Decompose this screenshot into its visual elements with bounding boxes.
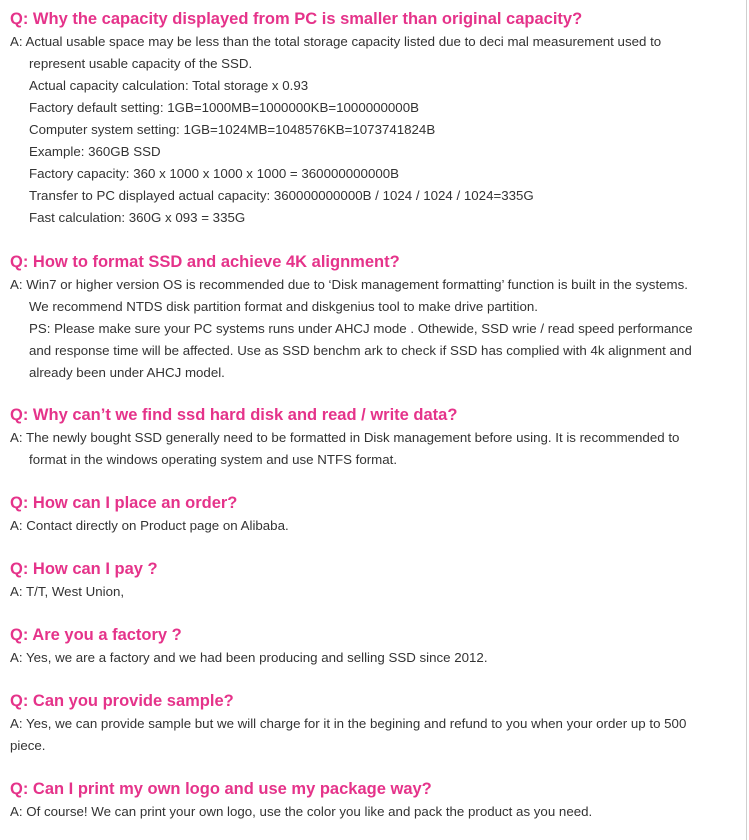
faq-answer-line: format in the windows operating system and use NTFS format.	[29, 452, 398, 467]
faq-answer-line: A: T/T, West Union,	[10, 584, 125, 599]
faq-answer-line: PS: Please make sure your PC systems runs under AHCJ mode . Othewide, SSD wrie / read speed performance	[29, 321, 693, 336]
faq-question: Q: How can I pay ?	[10, 560, 158, 578]
faq-question: Q: How can I place an order?	[10, 494, 238, 512]
faq-answer-line: We recommend NTDS disk partition format and diskgenius tool to make drive partition.	[29, 299, 538, 314]
faq-answer-line: Transfer to PC displayed actual capacity: 360000000000B / 1024 / 1024 / 1024=335G	[29, 188, 534, 203]
faq-answer-line: represent usable capacity of the SSD.	[29, 56, 253, 71]
faq-question: Q: Are you a factory ?	[10, 626, 182, 644]
faq-answer-line: Computer system setting: 1GB=1024MB=1048576KB=1073741824B	[29, 122, 436, 137]
faq-answer-line: A: Yes, we are a factory and we had been producing and selling SSD since 2012.	[10, 650, 488, 665]
faq-answer-line: Factory capacity: 360 x 1000 x 1000 x 1000 = 360000000000B	[29, 166, 399, 181]
faq-answer	[10, 427, 740, 471]
faq-answer-line: already been under AHCJ model.	[29, 365, 225, 380]
faq-item-read-write	[10, 405, 740, 471]
faq-question: Q: Can you provide sample?	[10, 692, 234, 710]
faq-question: Q: How to format SSD and achieve 4K alignment?	[10, 253, 400, 271]
faq-question: Q: Can I print my own logo and use my package way?	[10, 780, 432, 798]
faq-answer	[10, 647, 740, 669]
faq-item-payment	[10, 559, 740, 603]
faq-answer-line: piece.	[10, 738, 46, 753]
faq-answer-line: Actual capacity calculation: Total storage x 0.93	[29, 78, 309, 93]
faq-item-order	[10, 493, 740, 537]
faq-answer-line: A: Contact directly on Product page on Alibaba.	[10, 518, 289, 533]
faq-item-factory	[10, 625, 740, 669]
faq-answer-line: Example: 360GB SSD	[29, 144, 161, 159]
faq-question: Q: Why can’t we find ssd hard disk and read / write data?	[10, 406, 458, 424]
faq-item-logo-package	[10, 779, 740, 823]
page-right-border	[746, 0, 747, 840]
faq-answer	[10, 274, 740, 384]
faq-answer	[10, 515, 740, 537]
faq-answer-line: A: Actual usable space may be less than the total storage capacity listed due to deci mal measurement used to	[10, 34, 662, 49]
faq-item-4k-alignment	[10, 252, 740, 384]
faq-answer	[10, 713, 740, 757]
faq-answer-line: A: Of course! We can print your own logo, use the color you like and pack the product as you need.	[10, 804, 593, 819]
faq-answer-line: Factory default setting: 1GB=1000MB=1000000KB=1000000000B	[29, 100, 419, 115]
faq-answer	[10, 31, 740, 229]
faq-answer-line: and response time will be affected. Use as SSD benchm ark to check if SSD has complied with 4k alignment and	[29, 343, 692, 358]
faq-question: Q: Why the capacity displayed from PC is smaller than original capacity?	[10, 10, 583, 28]
faq-item-sample	[10, 691, 740, 757]
faq-answer-line: Fast calculation: 360G x 093 = 335G	[29, 210, 246, 225]
faq-answer-line: A: The newly bought SSD generally need to be formatted in Disk management before using. It is recommended to	[10, 430, 680, 445]
faq-answer	[10, 801, 740, 823]
faq-answer	[10, 581, 740, 603]
faq-answer-line: A: Win7 or higher version OS is recommended due to ‘Disk management formatting’ function is built in the systems.	[10, 277, 688, 292]
faq-answer-line: A: Yes, we can provide sample but we will charge for it in the begining and refund to you when your order up to 500	[10, 716, 687, 731]
faq-item-capacity	[10, 9, 740, 229]
